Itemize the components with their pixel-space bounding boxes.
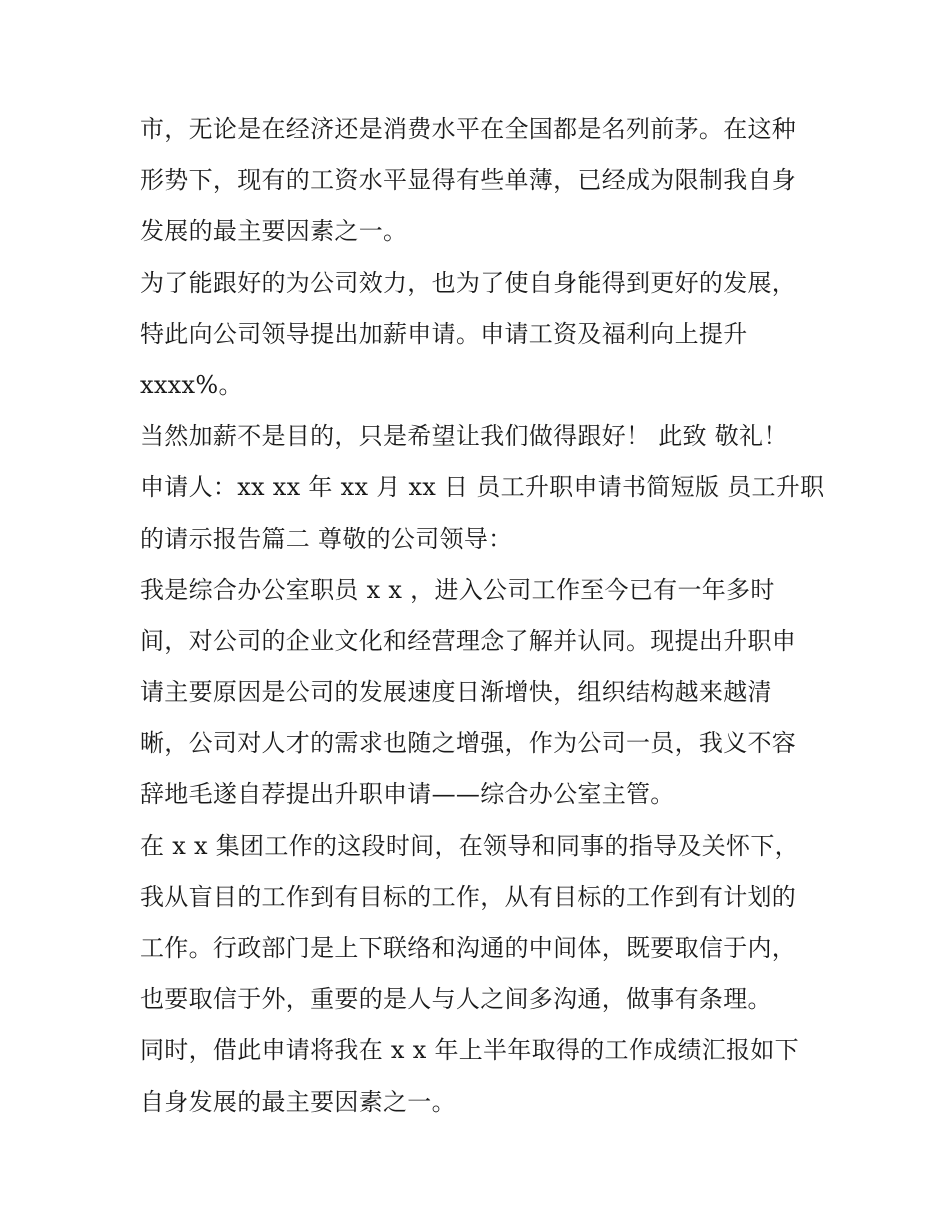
text-line: 当然加薪不是目的，只是希望让我们做得跟好！ 此致 敬礼！ [140,422,788,451]
text-line: 申请人：xx xx 年 xx 月 xx 日 员工升职申请书简短版 员工升职 [140,473,825,502]
text-line: 为了能跟好的为公司效力，也为了使自身能得到更好的发展， [140,268,797,297]
text-line: 同时，借此申请将我在 x x 年上半年取得的工作成绩汇报如下 [140,1036,799,1065]
text-line: 发展的最主要因素之一。 [140,217,408,246]
text-line: 辞地毛遂自荐提出升职申请——综合办公室主管。 [140,780,675,809]
text-line: 我是综合办公室职员 x x ，进入公司工作至今已有一年多时 [140,575,775,604]
text-line: 市，无论是在经济还是消费水平在全国都是名列前茅。在这种 [140,115,797,143]
text-line: 晰，公司对人才的需求也随之增强，作为公司一员，我义不容 [140,729,797,758]
text-line: xxxx%。 [140,370,243,399]
text-line: 我从盲目的工作到有目标的工作，从有目标的工作到有计划的 [140,882,797,911]
text-line: 形势下，现有的工资水平显得有些单薄，已经成为限制我自身 [140,166,797,195]
text-line: 在 x x 集团工作的这段时间，在领导和同事的指导及关怀下， [140,831,799,860]
text-line: 请主要原因是公司的发展速度日渐增快，组织结构越来越清 [140,678,772,707]
text-line: 也要取信于外，重要的是人与人之间多沟通，做事有条理。 [140,985,772,1014]
text-line: 间，对公司的企业文化和经营理念了解并认同。现提出升职申 [140,626,797,655]
text-line: 工作。行政部门是上下联络和沟通的中间体，既要取信于内， [140,934,797,962]
document-body [140,104,825,1128]
text-line: 自身发展的最主要因素之一。 [140,1087,456,1116]
text-line: 特此向公司领导提出加薪申请。申请工资及福利向上提升 [140,319,748,348]
text-line: 的请示报告篇二 尊敬的公司领导： [140,524,513,553]
